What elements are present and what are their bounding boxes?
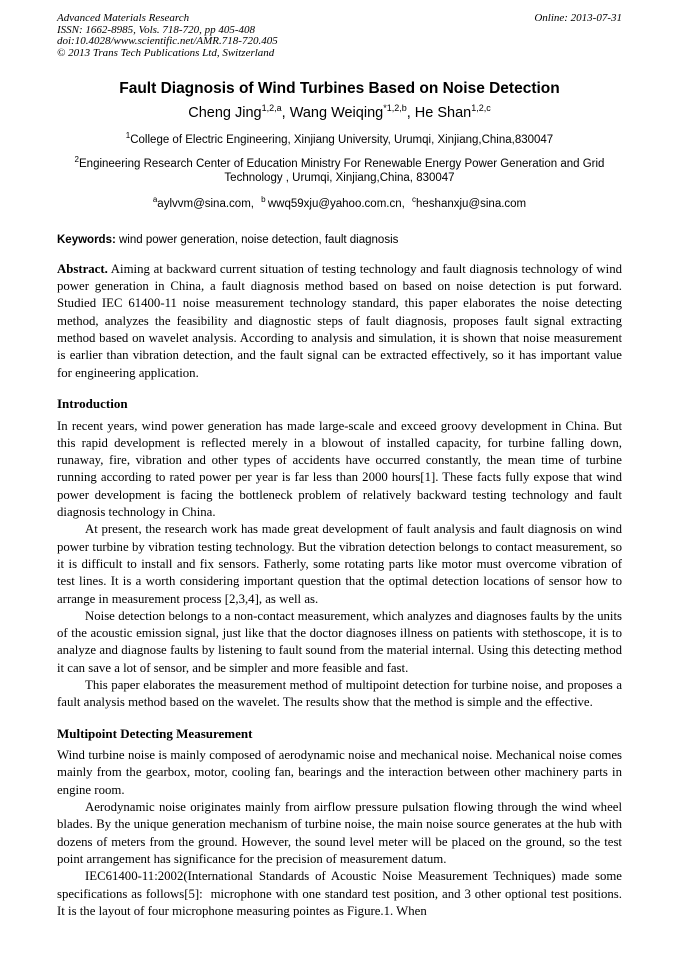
affiliation-2-text: Engineering Research Center of Education Ministry For Renewable Energy Power Generation and Grid Technology , Urumqi, Xinjiang,China, 830047 bbox=[79, 157, 605, 184]
email-c-marker: c bbox=[412, 195, 417, 205]
author-1-affiliation-marks: 1,2,a bbox=[261, 103, 282, 113]
journal-info bbox=[57, 13, 278, 60]
introduction-paragraph-3: Noise detection belongs to a non-contact measurement, which analyzes and diagnoses faults by the units of the acoustic emission signal, just like that the doctor diagnoses illness on patients with stethoscope, it is to analyze and diagnose faults by listening to fault sound from the material internal. Using this detecting method it can save a lot of sensor, and be simpler and more feasible and fast. bbox=[57, 608, 622, 675]
paper-title: Fault Diagnosis of Wind Turbines Based on Noise Detection bbox=[119, 79, 560, 97]
journal-header bbox=[57, 13, 622, 60]
author-2-name: Wang Weiqing bbox=[289, 104, 384, 121]
author-3-affiliation-marks: 1,2,c bbox=[471, 103, 491, 113]
email-c-address: heshanxju@sina.com bbox=[416, 198, 527, 210]
affiliation-2-marker: 2 bbox=[74, 154, 79, 164]
author-1-name: Cheng Jing bbox=[188, 104, 262, 121]
keywords-label: Keywords: bbox=[57, 233, 116, 246]
keywords-text: wind power generation, noise detection, fault diagnosis bbox=[119, 233, 399, 246]
multipoint-paragraph-2: Aerodynamic noise originates mainly from airflow pressure pulsation flowing through the wind wheel blades. By the unique generation mechanism of turbine noise, the main noise source generates at the hub with dozens of meters from the ground. However, the sound level meter will be placed on the ground, so the test point arrangement has significance for the precision of measurement datum. bbox=[57, 800, 622, 866]
journal-name: Advanced Materials Research bbox=[57, 12, 190, 24]
introduction-paragraph-4: This paper elaborates the measurement method of multipoint detection for turbine noise, and proposes a fault analysis method based on the wavelet. The results show that the method is simple and the effective. bbox=[57, 678, 622, 710]
journal-copyright: © 2013 Trans Tech Publications Ltd, Switzerland bbox=[57, 46, 275, 59]
affiliation-2 bbox=[61, 155, 619, 186]
abstract-text: Aiming at backward current situation of testing technology and fault diagnosis technology of wind power generation in China, a fault diagnosis method based on based on noise detection is put forward. Studied IEC 61400-11 noise measurement technology standard, this paper elaborates the noise detecting method, analyzes the feasibility and diagnostic steps of fault diagnosis, proposes fault signal extracting method based on wavelet analysis. According to analysis and simulation, it is shown that noise measurement is earlier than vibration detection, and the fault signal can be extracted effectively, so it has important value for engineering application. bbox=[57, 261, 622, 380]
journal-issn: ISSN: 1662-8985, Vols. 718-720, pp 405-408 bbox=[57, 23, 255, 36]
section-heading-multipoint: Multipoint Detecting Measurement bbox=[57, 725, 253, 741]
section-introduction bbox=[57, 396, 622, 712]
author-separator: , bbox=[406, 104, 415, 121]
affiliation-1-marker: 1 bbox=[125, 131, 131, 141]
multipoint-paragraph-1: Wind turbine noise is mainly composed of aerodynamic noise and mechanical noise. Mechanical noise comes mainly from the gearbox, motor, cooling fan, bearings and the interaction between other machinery parts in engine room. bbox=[57, 748, 622, 797]
affiliation-1-text: College of Electric Engineering, Xinjiang University, Urumqi, Xinjiang,China,830047 bbox=[130, 134, 554, 147]
section-multipoint-detecting-measurement bbox=[57, 726, 622, 921]
email-author-b bbox=[261, 195, 405, 210]
introduction-paragraph-2: At present, the research work has made great development of fault analysis and fault diagnosis on wind power turbine by vibration testing technology. But the vibration detection belongs to contact measurement, so it is difficult to install and fix sensors. Fatherly, some rotating parts like motor must overcome vibration of test lines. It is a worth considering important question that the optimal detection locations of sensor how to arrange in measurement process [2,3,4], as well as. bbox=[57, 522, 622, 606]
multipoint-paragraph-3: IEC61400-11:2002(International Standards of Acoustic Noise Measurement Techniques) made some specifications as follows[5]: microphone with one standard test position, and 3 other optional test positions. It is the layout of four microphone measuring pointes as Figure.1. When bbox=[57, 869, 622, 918]
journal-doi: doi:10.4028/www.scientific.net/AMR.718-720.405 bbox=[57, 35, 278, 48]
email-b-address: wwq59xju@yahoo.com.cn, bbox=[267, 198, 405, 210]
email-a-marker: a bbox=[152, 195, 158, 205]
authors-line bbox=[57, 102, 622, 123]
online-date: Online: 2013-07-31 bbox=[534, 12, 622, 24]
introduction-paragraph-1: In recent years, wind power generation has made large-scale and exceed groovy development in China. But this rapid development is reflected merely in a blowout of installed capacity, for turbine falling down, runaway, fire, vibration and other types of accidents have occurred constantly, the mean time of turbine running according to rated power per year is far less than 2000 hours[1]. These facts fully expose that wind power development is facing the bottleneck problem of relatively backward testing technology and fault diagnosis technology in China. bbox=[57, 418, 622, 520]
emails-line bbox=[57, 195, 622, 212]
author-3-name: He Shan bbox=[414, 104, 472, 121]
keywords-line bbox=[57, 233, 622, 248]
section-heading-introduction: Introduction bbox=[57, 395, 128, 411]
author-2-affiliation-marks: *1,2,b bbox=[383, 103, 407, 113]
email-a-address: aylvvm@sina.com, bbox=[157, 198, 254, 210]
email-author-c bbox=[412, 195, 527, 210]
affiliation-1 bbox=[57, 131, 622, 147]
author-separator: , bbox=[281, 104, 290, 121]
abstract-label: Abstract. bbox=[57, 261, 108, 276]
email-b-marker: b bbox=[261, 195, 268, 205]
email-author-a bbox=[152, 195, 254, 210]
author-3 bbox=[415, 105, 491, 121]
abstract bbox=[57, 261, 622, 382]
author-1 bbox=[188, 105, 281, 121]
author-2 bbox=[290, 105, 407, 121]
